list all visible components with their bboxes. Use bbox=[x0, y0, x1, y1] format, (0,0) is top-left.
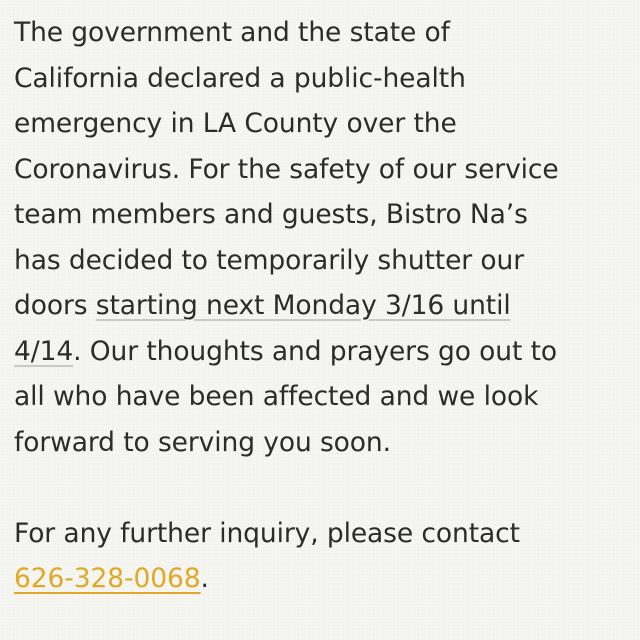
note-line: forward to serving you soon. bbox=[14, 426, 391, 458]
note-line: has decided to temporarily shutter our bbox=[14, 244, 525, 276]
note-text: . bbox=[200, 563, 209, 594]
phone-link[interactable]: 626-328-0068 bbox=[14, 563, 201, 594]
note-text: . Our thoughts and prayers go out to bbox=[73, 335, 557, 367]
note-line: all who have been affected and we look bbox=[14, 381, 539, 412]
date-link[interactable]: starting next Monday 3/16 until bbox=[95, 290, 511, 321]
note-line: For any further inquiry, please contact bbox=[14, 517, 520, 549]
date-link[interactable]: 4/14 bbox=[14, 335, 74, 367]
paragraph-spacer bbox=[14, 465, 626, 511]
note-text: doors bbox=[14, 290, 96, 321]
note-line: The government and the state of bbox=[14, 17, 450, 48]
note-line: California declared a public-health bbox=[14, 62, 466, 94]
note-line: team members and guests, Bistro Na’s bbox=[14, 199, 528, 230]
note-line: Coronavirus. For the safety of our service bbox=[14, 153, 559, 185]
note-line bbox=[14, 556, 626, 602]
note-line: emergency in LA County over the bbox=[14, 108, 457, 139]
note-line bbox=[14, 329, 626, 375]
note-line bbox=[14, 283, 626, 329]
